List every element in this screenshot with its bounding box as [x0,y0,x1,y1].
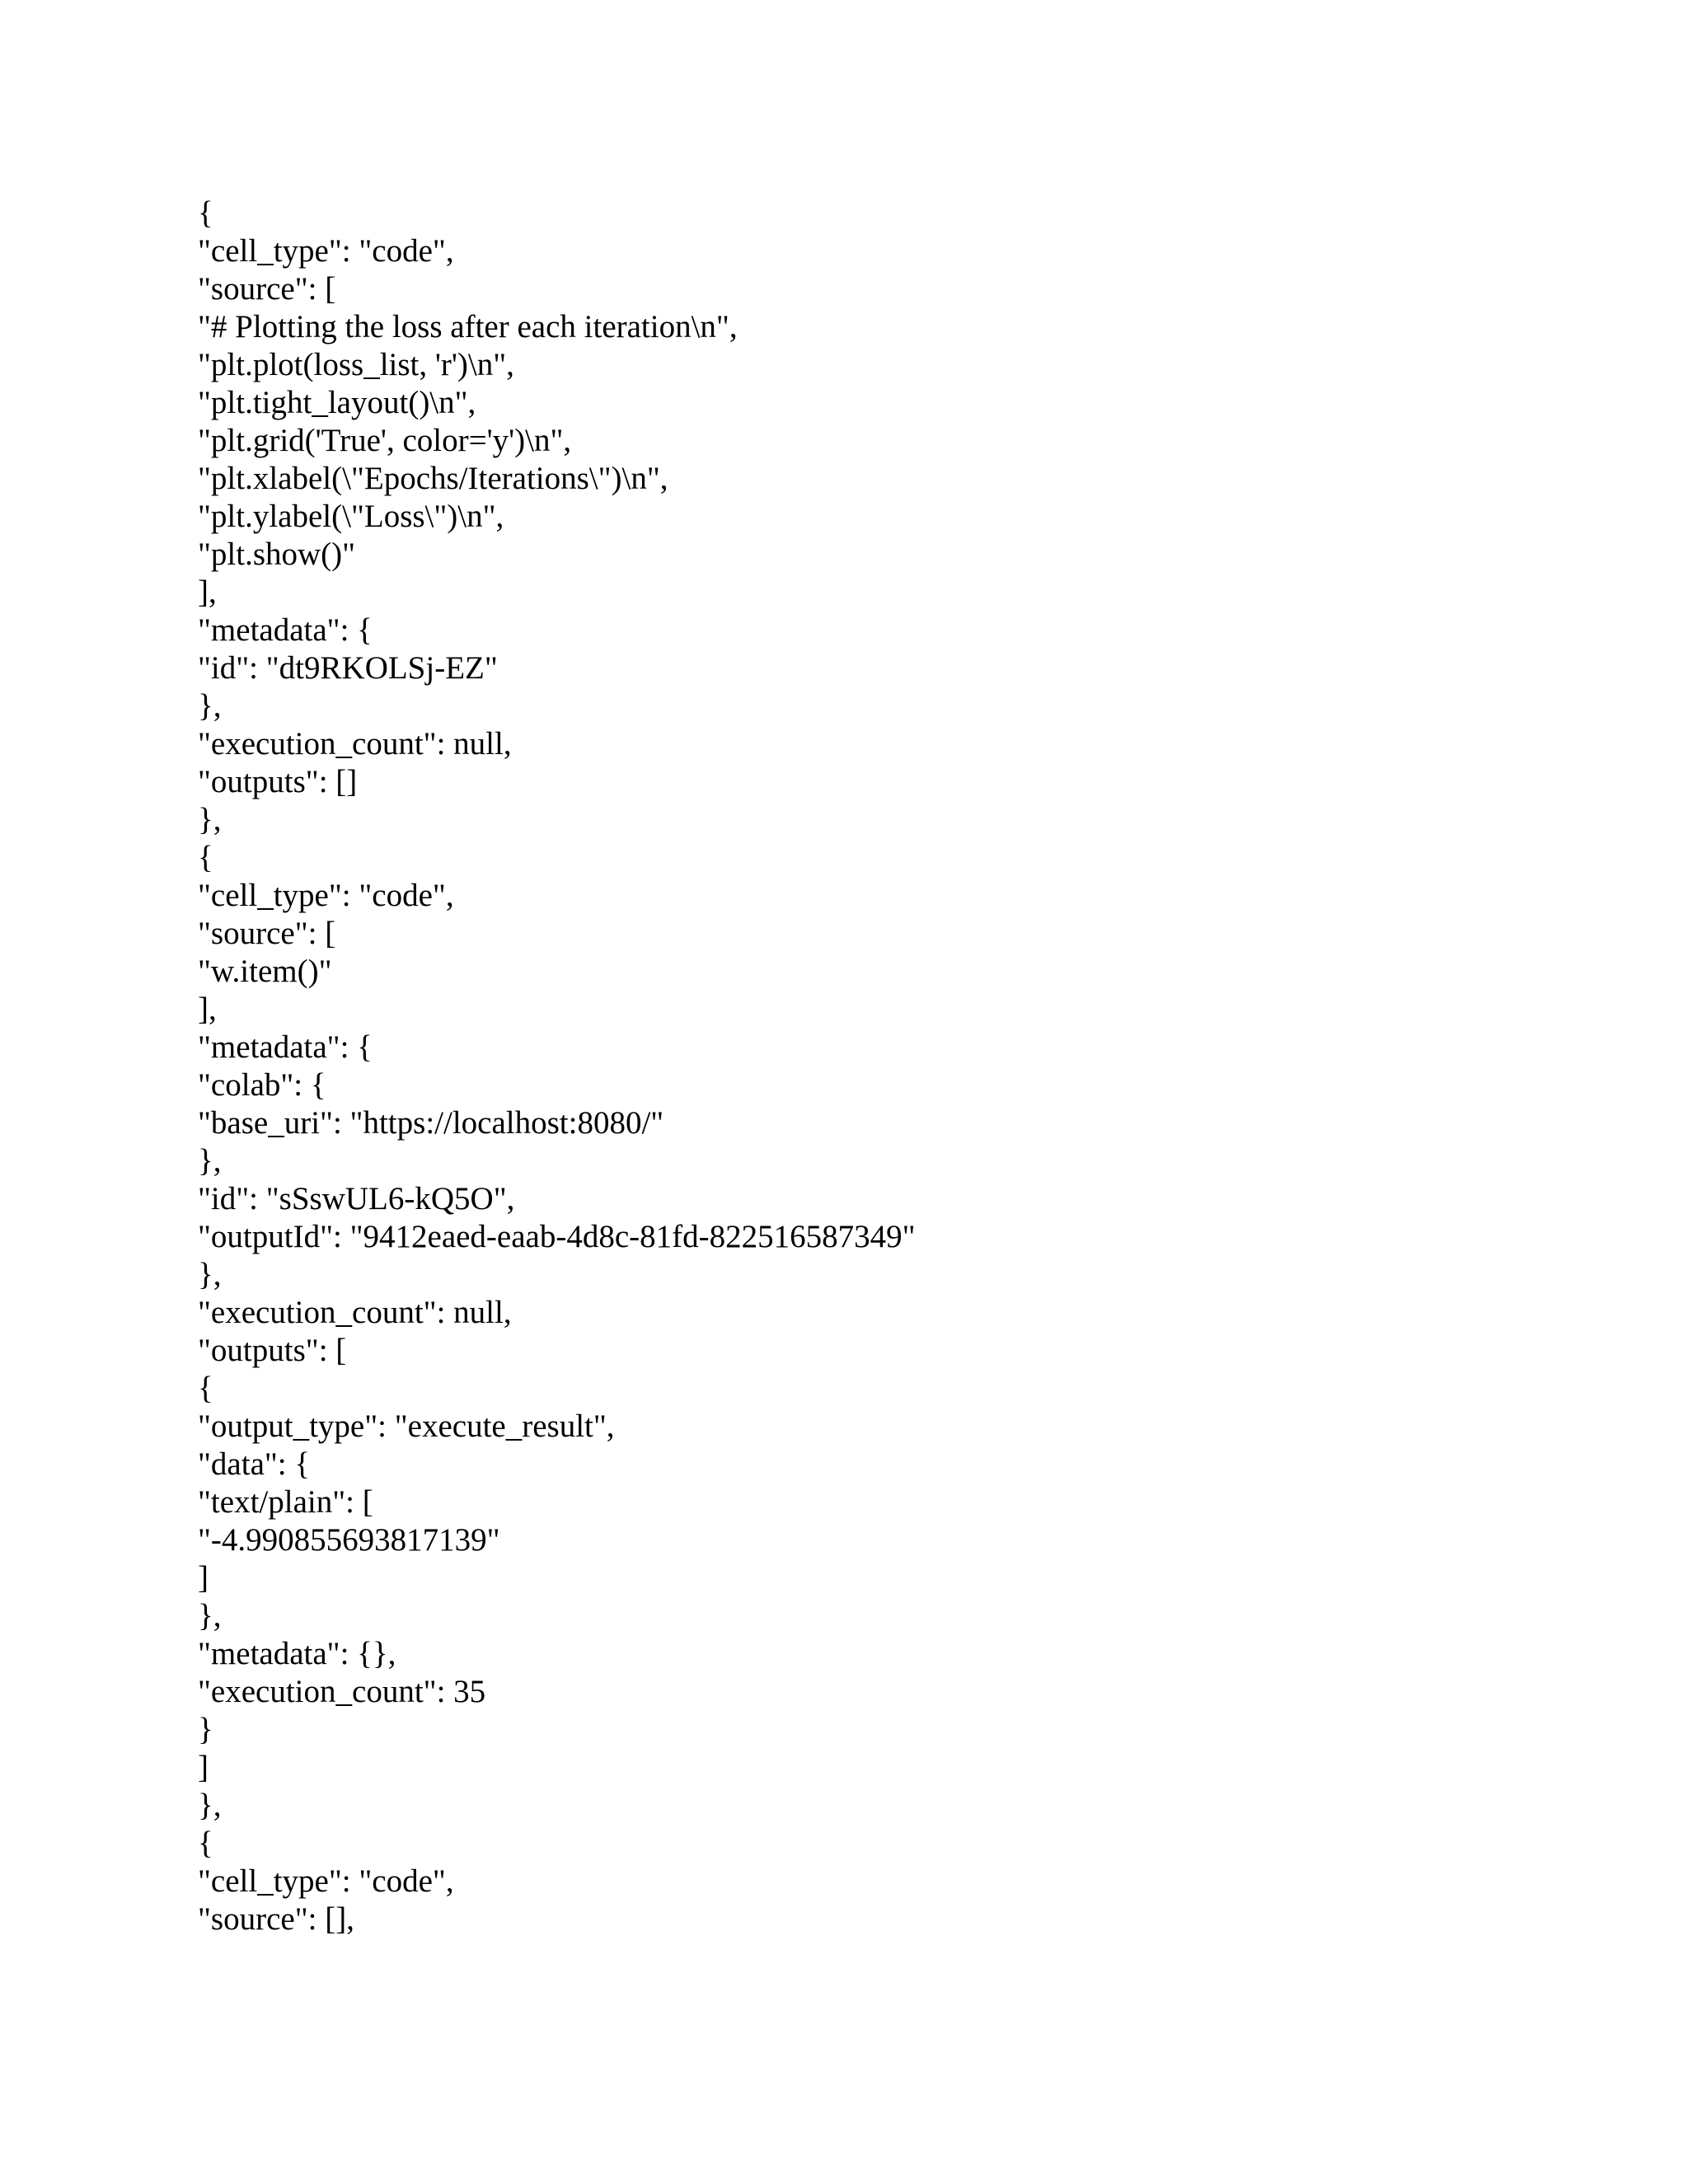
text-line: "execution_count": null, [198,726,512,762]
text-line: "outputId": "9412eaed-eaab-4d8c-81fd-822516587349" [198,1219,916,1254]
text-line: { [198,1825,213,1861]
text-line: }, [198,1143,222,1179]
text-line: "output_type": "execute_result", [198,1408,615,1444]
text-line: "outputs": [] [198,764,358,799]
text-line: "plt.show()" [198,537,356,572]
text-line: "source": [ [198,271,336,307]
text-line: ], [198,991,217,1027]
text-line: "execution_count": 35 [198,1674,486,1709]
text-line: "source": [ [198,916,336,951]
text-line: "plt.ylabel(\"Loss\")\n", [198,499,504,534]
text-line: ] [198,1750,209,1785]
text-line: { [198,840,213,875]
notebook-json-text [198,194,1599,1938]
text-line: "plt.plot(loss_list, 'r')\n", [198,347,514,382]
text-line: "data": { [198,1446,311,1482]
text-line: "plt.grid('True', color='y')\n", [198,423,572,458]
text-line: }, [198,688,222,724]
text-line: "plt.xlabel(\"Epochs/Iterations\")\n", [198,461,668,496]
text-line: { [198,1371,213,1406]
text-line: } [198,1712,213,1747]
text-line: "plt.tight_layout()\n", [198,385,476,420]
text-line: "metadata": { [198,612,373,648]
text-line: ] [198,1560,209,1596]
text-line: "metadata": {}, [198,1636,396,1671]
text-line: "metadata": { [198,1029,373,1065]
text-line: }, [198,1257,222,1292]
text-line: "id": "sSswUL6-kQ5O", [198,1181,515,1216]
text-line: "id": "dt9RKOLSj-EZ" [198,650,498,686]
text-line: "w.item()" [198,954,332,989]
text-line: }, [198,1788,222,1823]
text-line: "cell_type": "code", [198,233,454,269]
text-line: "cell_type": "code", [198,1863,454,1899]
text-line: "text/plain": [ [198,1484,373,1520]
text-line: "-4.990855693817139" [198,1522,500,1558]
text-line: { [198,195,213,231]
text-line: }, [198,1598,222,1633]
text-line: "cell_type": "code", [198,878,454,913]
text-line: "base_uri": "https://localhost:8080/" [198,1105,664,1141]
text-line: "source": [], [198,1901,354,1937]
text-line: }, [198,802,222,837]
text-line: "colab": { [198,1067,326,1103]
text-line: "# Plotting the loss after each iteration\n", [198,309,738,344]
text-line: "execution_count": null, [198,1295,512,1330]
text-line: "outputs": [ [198,1333,347,1368]
text-line: ], [198,574,217,610]
